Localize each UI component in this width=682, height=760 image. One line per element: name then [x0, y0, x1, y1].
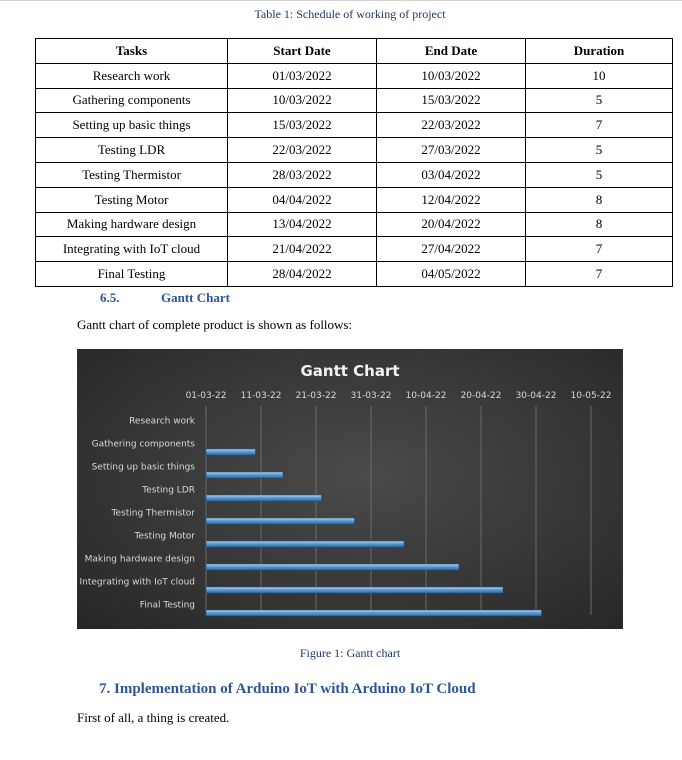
table-row — [36, 237, 673, 262]
duration-cell: 8 — [526, 212, 673, 237]
gantt-bar — [206, 449, 256, 455]
gantt-bar — [206, 564, 459, 570]
header-start-date: Start Date — [228, 39, 377, 64]
category-label: Testing LDR — [142, 485, 195, 496]
x-tick-label: 21-03-22 — [295, 391, 337, 401]
gantt-bar — [206, 518, 355, 524]
top-rule — [0, 0, 682, 1]
closing-text: First of all, a thing is created. — [77, 710, 230, 725]
x-tick-label: 20-04-22 — [460, 391, 502, 401]
duration-cell: 8 — [526, 187, 673, 212]
task-cell: Testing Thermistor — [36, 162, 228, 187]
duration-cell: 5 — [526, 162, 673, 187]
end-date-cell: 04/05/2022 — [377, 262, 526, 287]
x-tick-label: 31-03-22 — [350, 391, 392, 401]
end-date-cell: 12/04/2022 — [377, 187, 526, 212]
x-tick-label: 11-03-22 — [240, 391, 282, 401]
category-label: Making hardware design — [84, 554, 195, 565]
chart-title: Gantt Chart — [300, 362, 400, 380]
header-end-date: End Date — [377, 39, 526, 64]
task-cell: Research work — [36, 63, 228, 88]
x-tick-label: 10-05-22 — [570, 391, 612, 401]
gantt-bar — [206, 472, 283, 478]
task-cell: Testing Motor — [36, 187, 228, 212]
gantt-bar — [206, 610, 542, 616]
start-date-cell: 04/04/2022 — [228, 187, 377, 212]
section-number: 6.5. — [100, 290, 120, 305]
category-label: Research work — [129, 416, 195, 427]
task-cell: Final Testing — [36, 262, 228, 287]
table-row — [36, 88, 673, 113]
start-date-cell: 15/03/2022 — [228, 113, 377, 138]
end-date-cell: 15/03/2022 — [377, 88, 526, 113]
table-row — [36, 113, 673, 138]
table-row — [36, 187, 673, 212]
gantt-bar — [206, 495, 322, 501]
start-date-cell: 22/03/2022 — [228, 138, 377, 163]
duration-cell: 7 — [526, 113, 673, 138]
end-date-cell: 10/03/2022 — [377, 63, 526, 88]
section-title: Gantt Chart — [161, 290, 230, 305]
header-duration: Duration — [526, 39, 673, 64]
category-label: Gathering components — [91, 439, 195, 450]
start-date-cell: 28/03/2022 — [228, 162, 377, 187]
header-tasks: Tasks — [36, 39, 228, 64]
gantt-bar — [206, 541, 404, 547]
task-cell: Making hardware design — [36, 212, 228, 237]
gantt-intro-text: Gantt chart of complete product is shown as follows: — [77, 317, 353, 332]
category-label: Final Testing — [139, 600, 195, 611]
x-tick-label: 01-03-22 — [185, 391, 227, 401]
end-date-cell: 27/03/2022 — [377, 138, 526, 163]
gantt-bar — [206, 587, 503, 593]
table-row — [36, 262, 673, 287]
category-label: Setting up basic things — [91, 462, 195, 473]
duration-cell: 5 — [526, 138, 673, 163]
duration-cell: 7 — [526, 237, 673, 262]
schedule-table-body — [36, 63, 673, 286]
task-cell: Integrating with IoT cloud — [36, 237, 228, 262]
figure-caption: Figure 1: Gantt chart — [299, 646, 401, 660]
start-date-cell: 21/04/2022 — [228, 237, 377, 262]
x-tick-label: 30-04-22 — [515, 391, 557, 401]
table-row — [36, 162, 673, 187]
start-date-cell: 28/04/2022 — [228, 262, 377, 287]
start-date-cell: 13/04/2022 — [228, 212, 377, 237]
task-cell: Gathering components — [36, 88, 228, 113]
table-header-row — [36, 39, 673, 64]
x-tick-label: 10-04-22 — [405, 391, 447, 401]
gantt-chart — [77, 349, 623, 629]
gantt-chart-svg — [77, 349, 623, 629]
duration-cell: 10 — [526, 63, 673, 88]
table-row — [36, 63, 673, 88]
duration-cell: 7 — [526, 262, 673, 287]
table-caption: Table 1: Schedule of working of project — [254, 7, 446, 21]
section-7-heading: 7. Implementation of Arduino IoT with Arduino IoT Cloud — [99, 681, 476, 697]
task-cell: Testing LDR — [36, 138, 228, 163]
table-row — [36, 138, 673, 163]
end-date-cell: 03/04/2022 — [377, 162, 526, 187]
category-label: Testing Thermistor — [111, 508, 195, 519]
start-date-cell: 01/03/2022 — [228, 63, 377, 88]
schedule-table — [35, 38, 673, 287]
category-label: Testing Motor — [134, 531, 195, 542]
end-date-cell: 27/04/2022 — [377, 237, 526, 262]
start-date-cell: 10/03/2022 — [228, 88, 377, 113]
end-date-cell: 20/04/2022 — [377, 212, 526, 237]
table-row — [36, 212, 673, 237]
duration-cell: 5 — [526, 88, 673, 113]
category-label: Integrating with IoT cloud — [79, 577, 195, 588]
task-cell: Setting up basic things — [36, 113, 228, 138]
end-date-cell: 22/03/2022 — [377, 113, 526, 138]
